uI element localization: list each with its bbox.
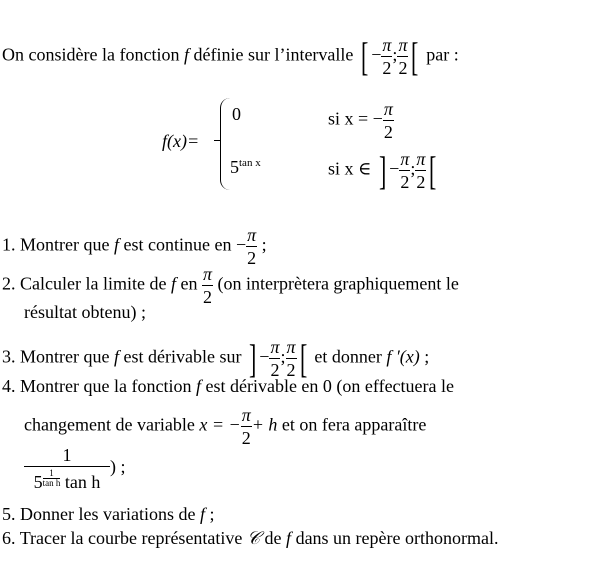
question-punctuation: ; [424, 346, 430, 367]
derivative-expression: f ′(x) [386, 346, 420, 367]
fraction-numerator: π [247, 225, 257, 245]
fraction-denominator: 2 [202, 287, 212, 307]
question-text: Montrer que [20, 346, 110, 367]
intro-tail: par : [426, 44, 459, 65]
interval-right-bracket: [ [299, 335, 307, 381]
fraction-denominator: 2 [382, 58, 392, 78]
question-text: et on fera apparaître [281, 414, 427, 435]
question-text: Calculer la limite de [20, 273, 167, 294]
minus-sign: − [389, 158, 400, 179]
question-number: 6. [2, 528, 16, 548]
question-text: et donner [314, 346, 382, 367]
question-6 [2, 528, 499, 549]
interval-left-bracket: ] [378, 147, 387, 193]
exponent-numerator: 1 [43, 469, 61, 479]
question-text: changement de variable [24, 414, 195, 435]
substitution-tail: + h [251, 414, 278, 435]
fraction-numerator: π [383, 99, 393, 119]
fraction-denominator: 2 [247, 248, 257, 268]
question-5 [2, 504, 214, 524]
pi-over-2-fraction [381, 36, 392, 77]
question-4-fraction-line [24, 446, 126, 491]
fraction-numerator: π [270, 337, 280, 357]
curve-symbol: 𝒞 [246, 528, 261, 549]
question-punctuation: ; [261, 234, 267, 255]
exponent-fraction [42, 468, 61, 488]
question-punctuation: ; [209, 504, 215, 524]
case-1-condition [328, 100, 394, 141]
function-symbol: f [199, 504, 205, 524]
interval-left-bracket: [ [360, 33, 369, 79]
function-lhs: f(x)= [162, 131, 200, 151]
tan-h-term: tan h [64, 472, 101, 493]
interval-left-bracket: ] [248, 335, 257, 381]
question-text: est dérivable sur [123, 346, 242, 367]
pi-over-2-fraction [286, 338, 297, 379]
pi-over-2-fraction [269, 338, 280, 379]
minus-sign: − [371, 44, 382, 65]
question-text: Donner les variations de [20, 504, 196, 524]
question-text: est continue en − [123, 234, 247, 255]
fraction-numerator: π [400, 149, 410, 169]
case-1-cond-text: si x = − [328, 108, 383, 129]
fraction-numerator: π [202, 264, 212, 284]
function-symbol: f [286, 528, 292, 548]
fraction-numerator: π [416, 149, 426, 169]
case-2-value [230, 153, 261, 177]
interval-separator: ; [392, 44, 398, 65]
question-text: Montrer que la fonction [20, 376, 192, 396]
question-4 [2, 376, 454, 396]
question-text: est dérivable en 0 (on effectuera le [205, 376, 455, 396]
power-base: 5 [33, 472, 43, 493]
question-text: en [180, 273, 198, 294]
pi-over-2-fraction [415, 150, 426, 191]
pi-over-2-fraction [246, 226, 257, 267]
interval-separator: ; [410, 158, 416, 179]
pi-over-2-fraction [241, 406, 252, 447]
interval-separator: ; [280, 346, 286, 367]
question-2-continued: résultat obtenu) ; [24, 302, 146, 322]
function-symbol: f [195, 376, 201, 396]
question-text: Tracer la courbe représentative [19, 528, 243, 548]
fraction-denominator: 2 [241, 428, 251, 448]
interval-right-bracket: [ [429, 147, 437, 193]
fraction-denominator: 2 [416, 172, 426, 192]
interval-right-bracket: [ [411, 33, 419, 79]
pi-over-2-fraction [202, 265, 213, 306]
fraction-denominator: 2 [286, 360, 296, 380]
question-2 [2, 265, 459, 306]
case-1-value: 0 [232, 104, 241, 124]
power-exponent: tan x [239, 157, 261, 169]
case-2-cond-text: si x ∈ [328, 158, 372, 179]
question-punctuation: ) ; [110, 456, 126, 477]
function-symbol: f [113, 346, 119, 367]
pi-over-2-fraction [383, 100, 394, 141]
exponent-denominator: tan h [42, 478, 61, 488]
function-symbol: f [170, 273, 176, 294]
big-fraction-denominator [24, 467, 110, 491]
power-base: 5 [230, 157, 239, 177]
fraction-denominator: 2 [398, 58, 408, 78]
substitution-expression: x = − [199, 414, 241, 435]
intro-text-2: définie sur l’intervalle [193, 44, 354, 65]
function-symbol: f [113, 234, 119, 255]
intro-text: On considère la fonction [2, 44, 180, 65]
big-fraction-numerator: 1 [24, 446, 110, 467]
question-number: 1. [2, 234, 16, 255]
question-1 [2, 226, 267, 267]
brace-tick [214, 140, 221, 141]
question-number: 4. [2, 376, 16, 396]
question-number: 3. [2, 346, 16, 367]
case-2-condition [328, 147, 440, 193]
question-text: dans un repère orthonormal. [295, 528, 499, 548]
minus-sign: − [259, 346, 270, 367]
question-3 [2, 335, 430, 381]
function-symbol: f [183, 44, 189, 65]
intro-line [2, 33, 459, 79]
pi-over-2-fraction [397, 36, 408, 77]
fraction-numerator: π [382, 35, 392, 55]
question-number: 5. [2, 504, 16, 524]
fraction-denominator: 2 [383, 122, 393, 142]
pi-over-2-fraction [399, 150, 410, 191]
big-fraction [24, 446, 110, 491]
question-text: de [264, 528, 282, 548]
fraction-numerator: π [241, 405, 251, 425]
fraction-numerator: π [398, 35, 408, 55]
question-4-continued [24, 406, 426, 447]
question-text: Montrer que [20, 234, 110, 255]
question-number: 2. [2, 273, 16, 294]
fraction-denominator: 2 [400, 172, 410, 192]
fraction-denominator: 2 [270, 360, 280, 380]
fraction-numerator: π [286, 337, 296, 357]
question-text: (on interprètera graphiquement le [217, 273, 459, 294]
